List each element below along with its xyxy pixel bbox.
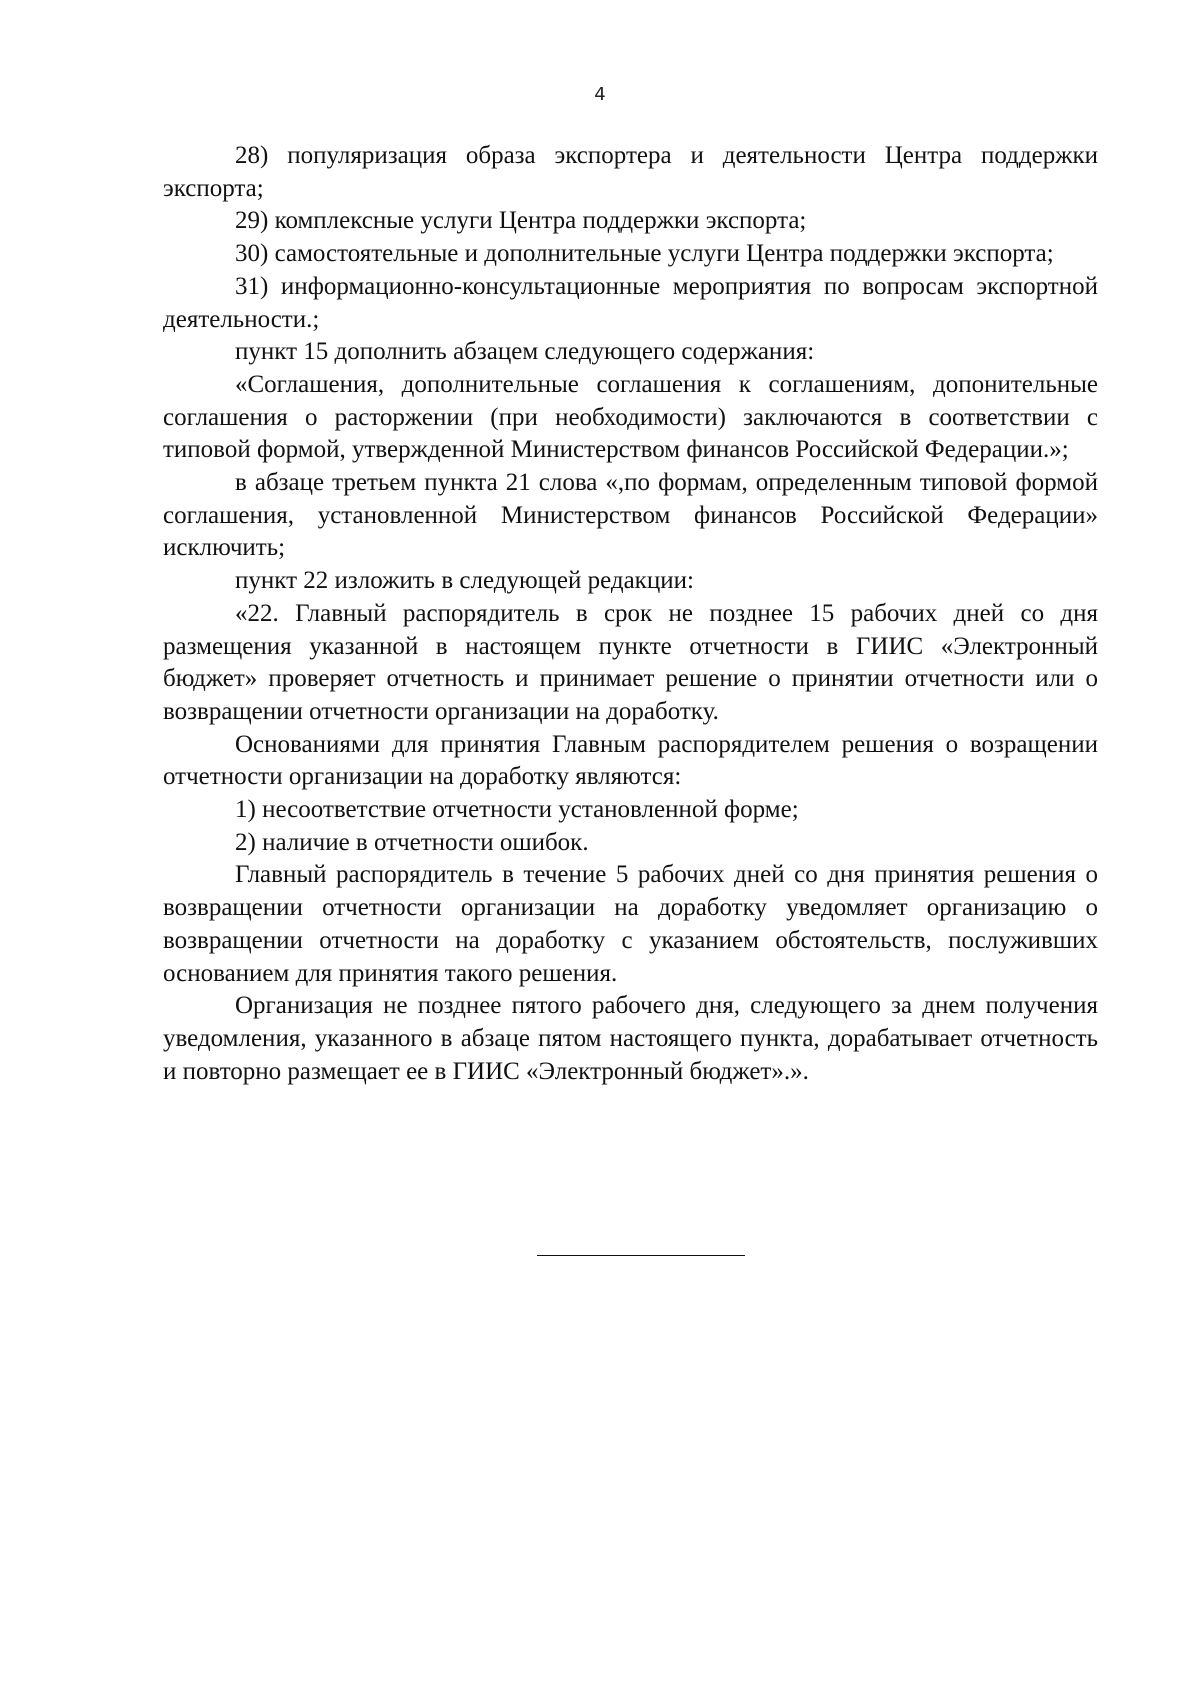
notification-paragraph: Главный распорядитель в течение 5 рабочих дней со дня принятия решения о возвращении отчетности организации на доработку уведомляет организацию о возвращении отчетности на доработку с указанием обстоятельств, послуживших основанием для принятия такого решения.: [163, 861, 1098, 987]
list-item-29: 29) комплексные услуги Центра поддержки экспорта;: [235, 207, 807, 235]
page-number: 4: [594, 84, 606, 105]
amendment-paragraph-21: в абзаце третьем пункта 21 слова «,по формам, определенным типовой формой соглашения, установленной Министерством финансов Российской Федерации» исключить;: [163, 469, 1098, 562]
list-item-28: 28) популяризация образа экспортера и деятельности Центра поддержки экспорта;: [163, 142, 1098, 202]
ground-item-2: 2) наличие в отчетности ошибок.: [235, 828, 589, 856]
grounds-paragraph: Основаниями для принятия Главным распорядителем решения о возращении отчетности организации на доработку являются:: [163, 730, 1098, 791]
closing-divider: [537, 1255, 745, 1256]
list-item-30: 30) самостоятельные и дополнительные услуги Центра поддержки экспорта;: [235, 240, 1054, 268]
list-item-31: 31) информационно-консультационные мероприятия по вопросам экспортной деятельности.;: [163, 272, 1098, 333]
quoted-clause-22: «22. Главный распорядитель в срок не позднее 15 рабочих дней со дня размещения указанной в настоящем пункте отчетности в ГИИС «Электронный бюджет» проверяет отчетность и принимает решение о принятии отчетности или о возвращении отчетности организации на доработку.: [163, 599, 1098, 725]
document-body: [163, 140, 1098, 1088]
amendment-paragraph-22: пункт 22 изложить в следующей редакции:: [235, 567, 694, 595]
amendment-paragraph-15: пункт 15 дополнить абзацем следующего содержания:: [235, 338, 815, 366]
quoted-agreements-paragraph: «Соглашения, дополнительные соглашения к соглашениям, допонительные соглашения о расторжении (при необходимости) заключаются в соответствии с типовой формой, утвержденной Министерством финансов Российской Федерации.»;: [163, 370, 1098, 464]
ground-item-1: 1) несоответствие отчетности установленной форме;: [235, 796, 799, 824]
resubmission-paragraph: Организация не позднее пятого рабочего дня, следующего за днем получения уведомления, указанного в абзаце пятом настоящего пункта, дорабатывает отчетность и повторно размещает ее в ГИИС «Электронный бюджет».».: [163, 992, 1098, 1085]
